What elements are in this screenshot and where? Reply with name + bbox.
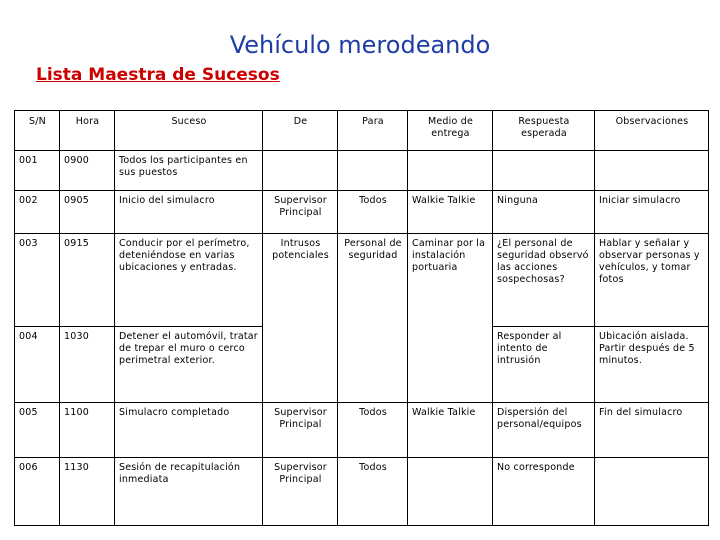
cell-medio: Walkie Talkie bbox=[408, 191, 493, 234]
header-respuesta: Respuesta esperada bbox=[493, 111, 595, 151]
table-row bbox=[15, 151, 709, 191]
cell-observaciones: Fin del simulacro bbox=[595, 403, 709, 458]
cell-para bbox=[338, 327, 408, 403]
cell-suceso: Sesión de recapitulación inmediata bbox=[115, 458, 263, 526]
cell-medio bbox=[408, 327, 493, 403]
cell-medio bbox=[408, 151, 493, 191]
cell-hora: 0915 bbox=[60, 234, 115, 327]
cell-respuesta: No corresponde bbox=[493, 458, 595, 526]
cell-sn: 005 bbox=[15, 403, 60, 458]
header-de: De bbox=[263, 111, 338, 151]
table-row bbox=[15, 191, 709, 234]
cell-sn: 002 bbox=[15, 191, 60, 234]
header-sn: S/N bbox=[15, 111, 60, 151]
cell-sn: 004 bbox=[15, 327, 60, 403]
cell-para: Personal de seguridad bbox=[338, 234, 408, 327]
cell-suceso: Conducir por el perímetro, deteniéndose en varias ubicaciones y entradas. bbox=[115, 234, 263, 327]
cell-de: Intrusos potenciales bbox=[263, 234, 338, 327]
cell-suceso: Simulacro completado bbox=[115, 403, 263, 458]
cell-medio: Caminar por la instalación portuaria bbox=[408, 234, 493, 327]
cell-de bbox=[263, 151, 338, 191]
cell-respuesta bbox=[493, 151, 595, 191]
header-row bbox=[15, 111, 709, 151]
table-row bbox=[15, 234, 709, 327]
cell-observaciones bbox=[595, 458, 709, 526]
cell-hora: 0900 bbox=[60, 151, 115, 191]
cell-hora: 1100 bbox=[60, 403, 115, 458]
cell-suceso: Inicio del simulacro bbox=[115, 191, 263, 234]
cell-suceso: Todos los participantes en sus puestos bbox=[115, 151, 263, 191]
page-subtitle: Lista Maestra de Sucesos bbox=[36, 65, 280, 85]
cell-sn: 006 bbox=[15, 458, 60, 526]
page-title: Vehículo merodeando bbox=[229, 31, 491, 59]
cell-suceso: Detener el automóvil, tratar de trepar el muro o cerco perimetral exterior. bbox=[115, 327, 263, 403]
cell-de: Supervisor Principal bbox=[263, 458, 338, 526]
header-para: Para bbox=[338, 111, 408, 151]
table-row bbox=[15, 403, 709, 458]
header-suceso: Suceso bbox=[115, 111, 263, 151]
cell-para bbox=[338, 151, 408, 191]
cell-medio: Walkie Talkie bbox=[408, 403, 493, 458]
cell-observaciones: Iniciar simulacro bbox=[595, 191, 709, 234]
cell-observaciones: Ubicación aislada. Partir después de 5 minutos. bbox=[595, 327, 709, 403]
cell-de: Supervisor Principal bbox=[263, 191, 338, 234]
cell-de: Supervisor Principal bbox=[263, 403, 338, 458]
cell-respuesta: Responder al intento de intrusión bbox=[493, 327, 595, 403]
table-row bbox=[15, 327, 709, 403]
header-hora: Hora bbox=[60, 111, 115, 151]
cell-observaciones bbox=[595, 151, 709, 191]
cell-observaciones: Hablar y señalar y observar personas y vehículos, y tomar fotos bbox=[595, 234, 709, 327]
events-table bbox=[14, 110, 709, 526]
cell-sn: 001 bbox=[15, 151, 60, 191]
cell-medio bbox=[408, 458, 493, 526]
cell-hora: 0905 bbox=[60, 191, 115, 234]
cell-respuesta: ¿El personal de seguridad observó las acciones sospechosas? bbox=[493, 234, 595, 327]
cell-respuesta: Dispersión del personal/equipos bbox=[493, 403, 595, 458]
cell-hora: 1130 bbox=[60, 458, 115, 526]
cell-para: Todos bbox=[338, 458, 408, 526]
cell-de bbox=[263, 327, 338, 403]
header-observaciones: Observaciones bbox=[595, 111, 709, 151]
cell-para: Todos bbox=[338, 191, 408, 234]
table-row bbox=[15, 458, 709, 526]
cell-respuesta: Ninguna bbox=[493, 191, 595, 234]
cell-para: Todos bbox=[338, 403, 408, 458]
cell-hora: 1030 bbox=[60, 327, 115, 403]
cell-sn: 003 bbox=[15, 234, 60, 327]
header-medio: Medio de entrega bbox=[408, 111, 493, 151]
